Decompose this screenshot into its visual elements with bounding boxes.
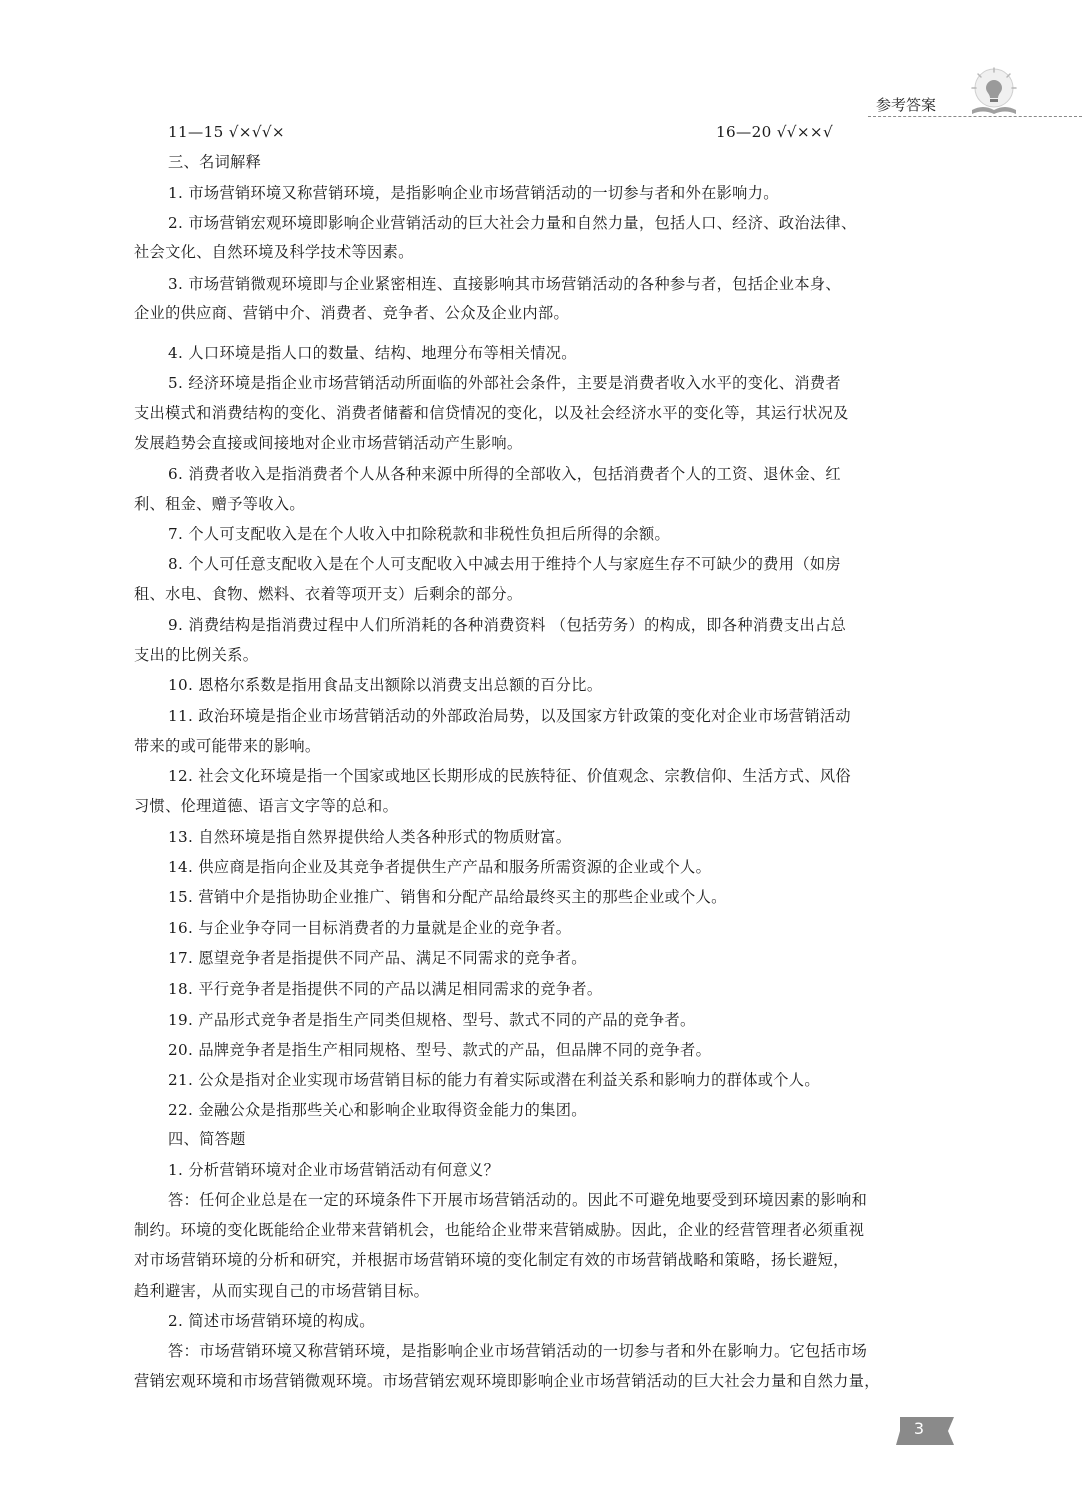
text-line — [168, 1160, 964, 1180]
text-line — [168, 918, 964, 938]
text-line — [168, 1311, 964, 1331]
text-segment: 6. 消费者收入是指消费者个人从各种来源中所得的全部收入，包括消费者个人的工资、退休金、红 — [168, 465, 841, 483]
text-segment: 支出模式和消费结构的变化、消费者储蓄和信贷情况的变化，以及社会经济水平的变化等，其运行状况及 — [134, 404, 849, 422]
text-segment: 12. 社会文化环境是指一个国家或地区长期形成的民族特征、价值观念、宗教信仰、生活方式、风俗 — [168, 767, 851, 785]
text-line — [134, 303, 964, 323]
text-segment: 社会文化、自然环境及科学技术等因素。 — [134, 243, 414, 261]
lightbulb-book-icon — [966, 66, 1022, 120]
text-segment: 趋利避害，从而实现自己的市场营销目标。 — [134, 1282, 430, 1300]
text-segment: 2. 简述市场营销环境的构成。 — [168, 1312, 375, 1330]
text-line — [134, 736, 964, 756]
text-segment: 发展趋势会直接或间接地对企业市场营销活动产生影响。 — [134, 434, 523, 452]
text-segment: 11. 政治环境是指企业市场营销活动的外部政治局势，以及国家方针政策的变化对企业市场营销活动 — [168, 707, 851, 725]
text-segment: 制约。环境的变化既能给企业带来营销机会，也能给企业带来营销威胁。因此，企业的经营管理者必须重视 — [134, 1221, 865, 1239]
text-segment: 1. 分析营销环境对企业市场营销活动有何意义？ — [168, 1161, 500, 1179]
text-line — [168, 887, 964, 907]
text-line — [168, 1040, 964, 1060]
text-segment: 11—15 √×√√× — [168, 123, 285, 141]
text-line — [134, 1250, 964, 1270]
text-line — [134, 645, 964, 665]
text-segment: 15. 营销中介是指协助企业推广、销售和分配产品给最终买主的那些企业或个人。 — [168, 888, 727, 906]
text-segment: 习惯、伦理道德、语言文字等的总和。 — [134, 797, 399, 815]
text-segment: 2. 市场营销宏观环境即影响企业营销活动的巨大社会力量和自然力量，包括人口、经济、政治法律、 — [168, 214, 857, 232]
text-segment: 10. 恩格尔系数是指用食品支出额除以消费支出总额的百分比。 — [168, 676, 603, 694]
text-segment: 利、租金、赠予等收入。 — [134, 495, 305, 513]
text-segment: 四、简答题 — [168, 1130, 246, 1148]
text-line — [134, 584, 964, 604]
text-segment: 19. 产品形式竞争者是指生产同类但规格、型号、款式不同的产品的竞争者。 — [168, 1011, 696, 1029]
text-segment: 租、水电、食物、燃料、衣着等项开支）后剩余的部分。 — [134, 585, 523, 603]
text-line — [168, 464, 964, 484]
text-segment: 8. 个人可任意支配收入是在个人可支配收入中减去用于维持个人与家庭生存不可缺少的费用（如房 — [168, 555, 841, 573]
text-line — [168, 343, 964, 363]
text-segment: 16. 与企业争夺同一目标消费者的力量就是企业的竞争者。 — [168, 919, 572, 937]
text-segment: 16—20 √√××√ — [716, 123, 833, 141]
text-segment: 答：市场营销环境又称营销环境，是指影响企业市场营销活动的一切参与者和外在影响力。它包括市场 — [168, 1342, 868, 1360]
text-segment: 3. 市场营销微观环境即与企业紧密相连、直接影响其市场营销活动的各种参与者，包括企业本身、 — [168, 275, 841, 293]
text-segment: 18. 平行竞争者是指提供不同的产品以满足相同需求的竞争者。 — [168, 980, 603, 998]
text-segment: 20. 品牌竞争者是指生产相同规格、型号、款式的产品，但品牌不同的竞争者。 — [168, 1041, 712, 1059]
text-line — [168, 1070, 964, 1090]
text-line — [168, 706, 964, 726]
text-line — [168, 1010, 964, 1030]
text-line — [168, 274, 964, 294]
text-segment: 22. 金融公众是指那些关心和影响企业取得资金能力的集团。 — [168, 1101, 587, 1119]
page-number: 3 — [913, 1419, 925, 1438]
text-line — [134, 242, 964, 262]
text-segment: 5. 经济环境是指企业市场营销活动所面临的外部社会条件，主要是消费者收入水平的变化、消费者 — [168, 374, 841, 392]
text-line — [168, 1100, 964, 1120]
header-divider — [868, 116, 1082, 117]
text-segment: 对市场营销环境的分析和研究，并根据市场营销环境的变化制定有效的市场营销战略和策略，扬长避短， — [134, 1251, 849, 1269]
text-line — [168, 1341, 964, 1361]
text-segment: 7. 个人可支配收入是在个人收入中扣除税款和非税性负担后所得的余额。 — [168, 525, 671, 543]
text-line — [168, 857, 964, 877]
text-line — [134, 796, 964, 816]
text-line — [168, 675, 964, 695]
text-segment: 支出的比例关系。 — [134, 646, 259, 664]
text-segment: 带来的或可能带来的影响。 — [134, 737, 321, 755]
text-segment: 答：任何企业总是在一定的环境条件下开展市场营销活动的。因此不可避免地要受到环境因素的影响和 — [168, 1191, 868, 1209]
text-line — [134, 1281, 964, 1301]
text-line — [168, 827, 964, 847]
text-line — [168, 1190, 964, 1210]
text-segment: 1. 市场营销环境又称营销环境，是指影响企业市场营销活动的一切参与者和外在影响力。 — [168, 184, 779, 202]
text-segment: 13. 自然环境是指自然界提供给人类各种形式的物质财富。 — [168, 828, 572, 846]
text-segment: 三、名词解释 — [168, 153, 262, 171]
text-segment: 企业的供应商、营销中介、消费者、竞争者、公众及企业内部。 — [134, 304, 570, 322]
text-line — [168, 524, 964, 544]
text-line — [134, 403, 964, 423]
text-line — [134, 433, 964, 453]
text-line — [168, 766, 964, 786]
text-segment: 21. 公众是指对企业实现市场营销目标的能力有着实际或潜在利益关系和影响力的群体或个人。 — [168, 1071, 820, 1089]
text-segment: 14. 供应商是指向企业及其竞争者提供生产产品和服务所需资源的企业或个人。 — [168, 858, 712, 876]
text-line — [168, 1129, 964, 1149]
text-segment: 9. 消费结构是指消费过程中人们所消耗的各种消费资料 （包括劳务）的构成，即各种消费支出占总 — [168, 616, 847, 634]
running-header: 参考答案 — [876, 96, 937, 114]
text-line — [168, 122, 964, 142]
text-line — [134, 494, 964, 514]
text-line — [168, 554, 964, 574]
text-segment: 营销宏观环境和市场营销微观环境。市场营销宏观环境即影响企业市场营销活动的巨大社会力量和自然力量， — [134, 1372, 880, 1390]
text-line — [134, 1220, 964, 1240]
text-line — [134, 1371, 964, 1391]
text-line — [168, 979, 964, 999]
text-segment: 4. 人口环境是指人口的数量、结构、地理分布等相关情况。 — [168, 344, 577, 362]
text-line — [168, 213, 964, 233]
text-line — [168, 615, 964, 635]
text-line — [168, 948, 964, 968]
text-line — [168, 183, 964, 203]
text-line — [168, 373, 964, 393]
text-segment: 17. 愿望竞争者是指提供不同产品、满足不同需求的竞争者。 — [168, 949, 587, 967]
text-line — [168, 152, 964, 172]
